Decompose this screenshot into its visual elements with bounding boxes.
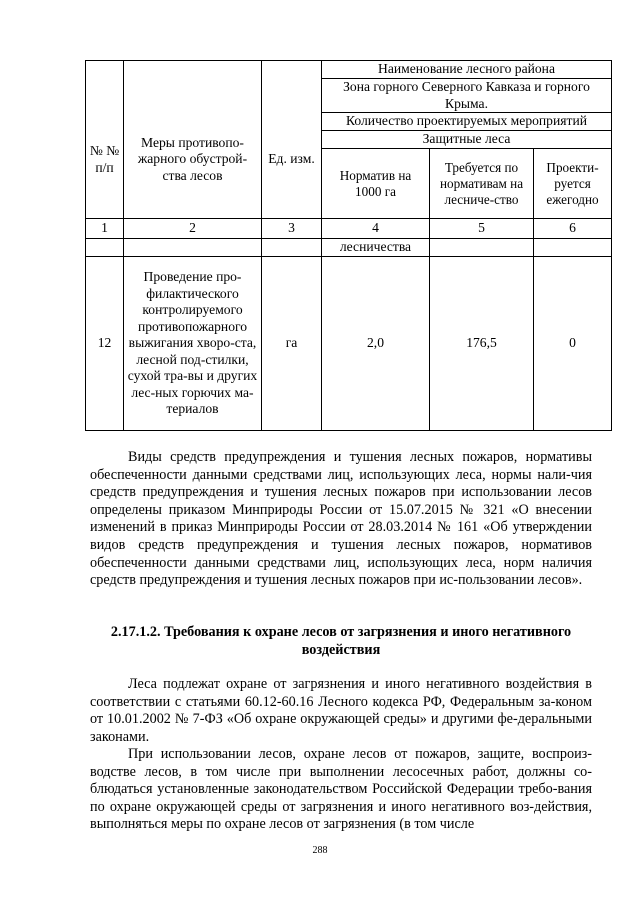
empty-cell xyxy=(430,239,534,257)
fire-measures-table xyxy=(85,60,612,431)
empty-cell xyxy=(262,239,322,257)
subrow-label: лесничества xyxy=(322,239,430,257)
row-projected: 0 xyxy=(534,257,612,431)
page-number: 288 xyxy=(312,845,328,856)
row-required: 176,5 xyxy=(430,257,534,431)
required-header: Требуется по нормативам на лесниче-ство xyxy=(430,149,534,219)
activities-count: Количество проектируемых мероприятий xyxy=(322,113,612,131)
col-number: 6 xyxy=(534,219,612,239)
col3-header: Ед. изм. xyxy=(262,61,322,219)
row-number: 12 xyxy=(86,257,124,431)
col-number: 3 xyxy=(262,219,322,239)
paragraph-3: При использовании лесов, охране лесов от пожаров, защите, воспроиз-водстве лесов, в том числе при выполнении лесосечных работ, должны со-блюдаться установленные законодательством Российской Федерации требо-вания по охране окружающей среды от загрязнения и иного негативного воз-действия, выполняться меры по охране лесов от загрязнения (в том числе xyxy=(90,746,592,833)
col-number: 1 xyxy=(86,219,124,239)
row-norm: 2,0 xyxy=(322,257,430,431)
row-unit: га xyxy=(262,257,322,431)
col1-header: № № п/п xyxy=(86,61,124,219)
paragraph-2: Леса подлежат охране от загрязнения и иного негативного воздействия в соответствии с статьями 60.12-60.16 Лесного кодекса РФ, Федеральным за-коном от 10.01.2002 № 7-ФЗ «Об охране окружающей среды» и другими фе-деральными законами. xyxy=(90,676,592,745)
empty-cell xyxy=(86,239,124,257)
col-number: 4 xyxy=(322,219,430,239)
forest-category: Защитные леса xyxy=(322,131,612,149)
projected-header: Проекти-руется ежегодно xyxy=(534,149,612,219)
col-number: 5 xyxy=(430,219,534,239)
section-heading: 2.17.1.2. Требования к охране лесов от загрязнения и иного негативного воздействия xyxy=(110,624,572,658)
row-measure: Проведение про-филактического контролируемого противопожарного выжигания хворо-ста, лесной под-стилки, сухой тра-вы и других лес-ных горючих ма-териалов xyxy=(124,257,262,431)
paragraph-1: Виды средств предупреждения и тушения лесных пожаров, нормативы обеспеченности данными средствами лиц, использующих леса, нормы нали-чия средств предупреждения и тушения лесных пожаров при использовании лесов определены приказом Минприроды России от 15.07.2015 № 321 «О внесении изменений в приказ Минприроды России от 28.03.2014 № 161 «Об утверждении видов средств предупреждения и тушения лесных пожаров, нормативов обеспеченности данными средствами лиц, использующих леса, норм наличия средств предупреждения и тушения лесных пожаров при ис-пользовании лесов». xyxy=(90,449,592,589)
region-label: Наименование лесного района xyxy=(322,61,612,79)
zone-name: Зона горного Северного Кавказа и горного Крыма. xyxy=(322,79,612,113)
col2-header: Меры противопо-жарного обустрой-ства лесов xyxy=(124,61,262,219)
col-number: 2 xyxy=(124,219,262,239)
empty-cell xyxy=(124,239,262,257)
empty-cell xyxy=(534,239,612,257)
norm-header: Норматив на 1000 га xyxy=(322,149,430,219)
